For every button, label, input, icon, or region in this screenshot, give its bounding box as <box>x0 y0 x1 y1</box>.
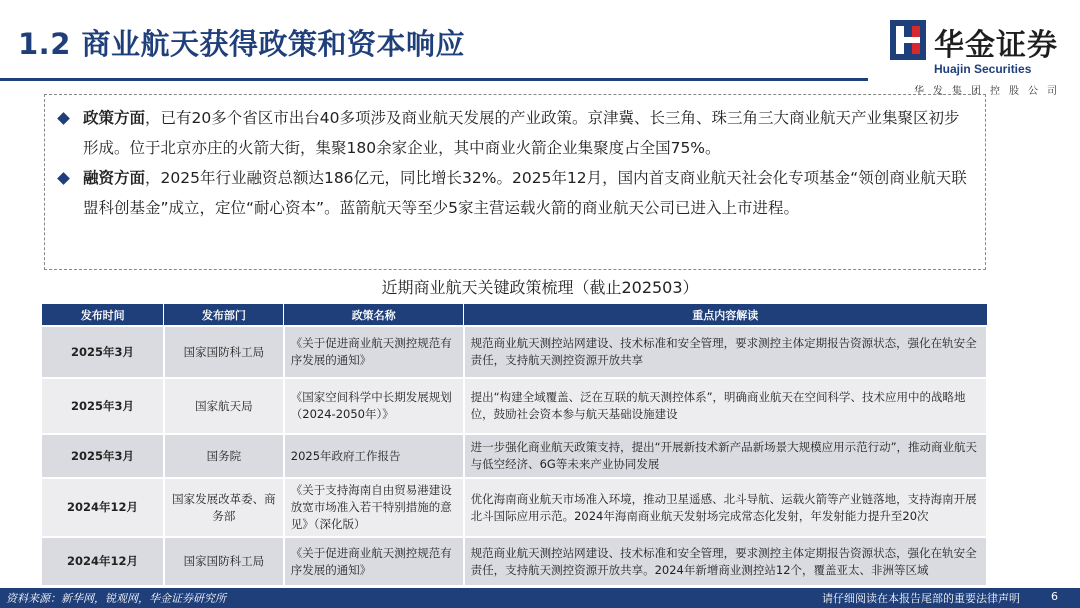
table-row <box>42 378 987 434</box>
col-header-name: 政策名称 <box>284 304 464 326</box>
huajin-logo-icon <box>890 20 926 60</box>
company-logo <box>886 20 1066 97</box>
cell-date: 2025年3月 <box>42 434 164 478</box>
bullet-lead: 融资方面 <box>83 169 146 187</box>
col-header-content: 重点内容解读 <box>464 304 987 326</box>
summary-box <box>44 94 986 270</box>
table-row <box>42 478 987 537</box>
cell-date: 2024年12月 <box>42 537 164 585</box>
cell-content: 进一步强化商业航天政策支持，提出“开展新技术新产品新场景大规模应用示范行动”，推动商业航天与低空经济、6G等未来产业协同发展 <box>464 434 987 478</box>
page-number: 6 <box>1051 590 1058 603</box>
logo-subtitle: 华发集团控股公司 <box>914 86 1066 97</box>
cell-dept: 国务院 <box>164 434 284 478</box>
bullet-text: ，已有20多个省区市出台40多项涉及商业航天发展的产业政策。京津冀、长三角、珠三角三大商业航天产业集聚区初步形成。位于北京亦庄的火箭大街，集聚180余家企业，其中商业火箭企业集聚度占全国75%。 <box>83 109 960 157</box>
bullet-financing <box>57 163 973 223</box>
cell-policy-name: 《关于支持海南自由贸易港建设放宽市场准入若干特别措施的意见》（深化版） <box>284 478 464 537</box>
cell-policy-name: 《关于促进商业航天测控规范有序发展的通知》 <box>284 537 464 585</box>
diamond-bullet-icon <box>57 172 70 185</box>
cell-policy-name: 《关于促进商业航天测控规范有序发展的通知》 <box>284 326 464 378</box>
policy-table <box>42 304 988 585</box>
col-header-date: 发布时间 <box>42 304 164 326</box>
cell-date: 2024年12月 <box>42 478 164 537</box>
cell-content: 优化海南商业航天市场准入环境，推动卫星遥感、北斗导航、运载火箭等产业链落地，支持海南开展北斗国际应用示范。2024年海南商业航天发射场完成常态化发射，年发射能力提升至20次 <box>464 478 987 537</box>
table-row <box>42 537 987 585</box>
cell-dept: 国家发展改革委、商务部 <box>164 478 284 537</box>
bullet-lead: 政策方面 <box>83 109 146 127</box>
logo-name-cn: 华金证券 <box>934 28 1058 63</box>
bullet-policy <box>57 103 973 163</box>
cell-dept: 国家国防科工局 <box>164 326 284 378</box>
table-title: 近期商业航天关键政策梳理（截止202503） <box>381 278 699 297</box>
cell-dept: 国家航天局 <box>164 378 284 434</box>
cell-policy-name: 《国家空间科学中长期发展规划（2024-2050年）》 <box>284 378 464 434</box>
cell-content: 提出“构建全域覆盖、泛在互联的航天测控体系”，明确商业航天在空间科学、技术应用中的战略地位，鼓励社会资本参与航天基础设施建设 <box>464 378 987 434</box>
title-divider <box>0 78 868 81</box>
diamond-bullet-icon <box>57 112 70 125</box>
col-header-dept: 发布部门 <box>164 304 284 326</box>
bullet-text: ，2025年行业融资总额达186亿元，同比增长32%。2025年12月，国内首支商业航天社会化专项基金“领创商业航天联盟科创基金”成立，定位“耐心资本”。蓝箭航天等至少5家主营运载火箭的商业航天公司已进入上市进程。 <box>83 169 967 217</box>
cell-date: 2025年3月 <box>42 378 164 434</box>
legal-disclaimer-link[interactable]: 请仔细阅读在本报告尾部的重要法律声明 <box>822 592 1020 605</box>
cell-policy-name: 2025年政府工作报告 <box>284 434 464 478</box>
table-row <box>42 326 987 378</box>
cell-dept: 国家国防科工局 <box>164 537 284 585</box>
cell-date: 2025年3月 <box>42 326 164 378</box>
footer-bar <box>0 588 1080 608</box>
source-note: 资料来源：新华网，锐观网，华金证券研究所 <box>6 592 226 605</box>
table-row <box>42 434 987 478</box>
logo-name-en: Huajin Securities <box>934 62 1032 76</box>
table-header-row <box>42 304 987 326</box>
page-title: 1.2 商业航天获得政策和资本响应 <box>18 27 465 61</box>
cell-content: 规范商业航天测控站网建设、技术标准和安全管理，要求测控主体定期报告资源状态，强化在轨安全责任，支持航天测控资源开放共享 <box>464 326 987 378</box>
cell-content: 规范商业航天测控站网建设、技术标准和安全管理，要求测控主体定期报告资源状态，强化在轨安全责任，支持航天测控资源开放共享。2024年新增商业测控站12个，覆盖亚太、非洲等区域 <box>464 537 987 585</box>
